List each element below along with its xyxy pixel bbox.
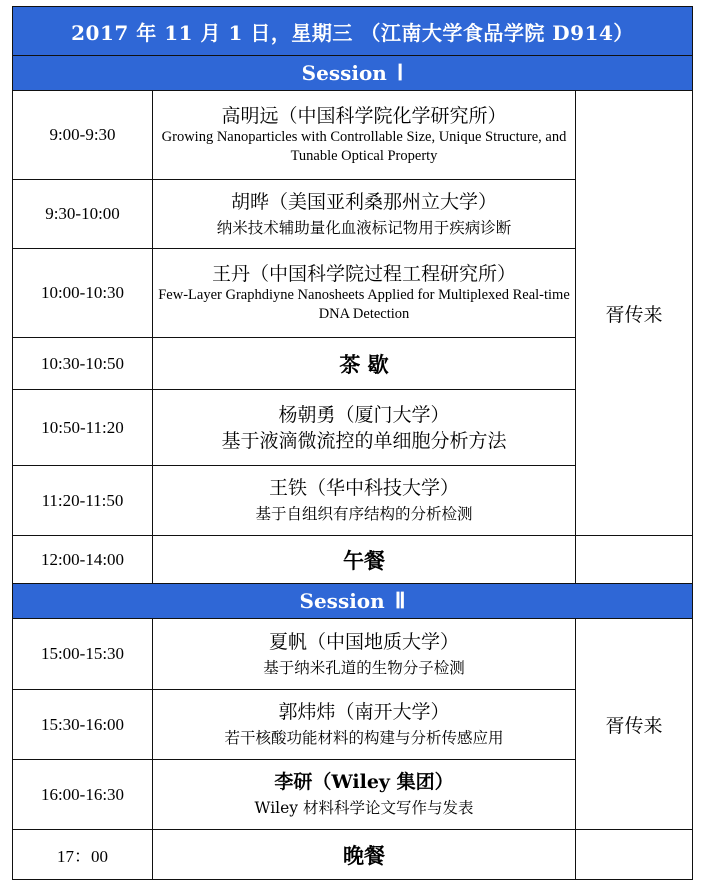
talk-time: 10:50-11:20 — [13, 390, 153, 466]
talk-time: 11:20-11:50 — [13, 466, 153, 536]
talk-topic: 基于纳米孔道的生物分子检测 — [263, 658, 465, 677]
tea-break-label: 茶 歇 — [153, 338, 576, 390]
talk-time: 9:00-9:30 — [13, 91, 153, 180]
talk-topic: Few-Layer Graphdiyne Nanosheets Applied for Multiplexed Real-time DNA Detection — [158, 287, 570, 322]
dinner-row — [13, 830, 693, 880]
talk-cell — [153, 760, 576, 830]
talk-speaker: 郭炜炜（南开大学） — [278, 701, 450, 723]
talk-speaker: 夏帆（中国地质大学） — [268, 630, 459, 653]
dinner-label: 晚餐 — [153, 830, 576, 880]
talk-topic: Wiley 材料科学论文写作与发表 — [254, 799, 474, 817]
empty-cell — [576, 536, 693, 584]
session-label: Session — [299, 589, 385, 613]
talk-cell — [153, 390, 576, 466]
talk-time: 15:00-15:30 — [13, 619, 153, 690]
talk-topic: 若干核酸功能材料的构建与分析传感应用 — [224, 729, 504, 747]
talk-speaker: 高明远（中国科学院化学研究所） — [221, 105, 507, 127]
lunch-label: 午餐 — [153, 536, 576, 584]
title-row — [13, 7, 693, 56]
talk-cell — [153, 249, 576, 338]
talk-row — [13, 91, 693, 180]
talk-topic: 基于自组织有序结构的分析检测 — [255, 505, 473, 523]
session-header-row — [13, 584, 693, 619]
session-header-row — [13, 56, 693, 91]
session-chair: 胥传来 — [576, 91, 693, 536]
schedule-title: 2017 年 11 月 1 日，星期三 （江南大学食品学院 D914） — [13, 7, 693, 56]
talk-cell — [153, 466, 576, 536]
talk-cell — [153, 180, 576, 249]
session-numeral: Ⅰ — [396, 60, 404, 85]
talk-speaker: 杨朝勇（厦门大学） — [278, 404, 450, 426]
lunch-time: 12:00-14:00 — [13, 536, 153, 584]
talk-time: 10:00-10:30 — [13, 249, 153, 338]
talk-speaker: 李研（Wiley 集团） — [274, 771, 454, 793]
lunch-row — [13, 536, 693, 584]
break-time: 10:30-10:50 — [13, 338, 153, 390]
talk-cell — [153, 91, 576, 180]
empty-cell — [576, 830, 693, 880]
talk-speaker: 王铁（华中科技大学） — [268, 477, 459, 499]
talk-time: 9:30-10:00 — [13, 180, 153, 249]
talk-row — [13, 619, 693, 690]
session-chair: 胥传来 — [576, 619, 693, 830]
talk-cell — [153, 619, 576, 690]
talk-cell — [153, 690, 576, 760]
talk-time: 15:30-16:00 — [13, 690, 153, 760]
talk-speaker: 胡晔（美国亚利桑那州立大学） — [230, 190, 497, 213]
talk-topic: Growing Nanoparticles with Controllable Size, Unique Structure, and Tunable Optical Property — [161, 129, 567, 164]
talk-topic: 基于液滴微流控的单细胞分析方法 — [221, 430, 507, 452]
schedule-table — [12, 6, 693, 880]
session-header — [13, 56, 693, 91]
dinner-time: 17：00 — [13, 830, 153, 880]
talk-topic: 纳米技术辅助量化血液标记物用于疾病诊断 — [216, 218, 512, 237]
session-header — [13, 584, 693, 619]
talk-time: 16:00-16:30 — [13, 760, 153, 830]
session-label: Session — [301, 61, 387, 85]
session-numeral: Ⅱ — [394, 588, 406, 613]
talk-speaker: 王丹（中国科学院过程工程研究所） — [211, 263, 516, 285]
